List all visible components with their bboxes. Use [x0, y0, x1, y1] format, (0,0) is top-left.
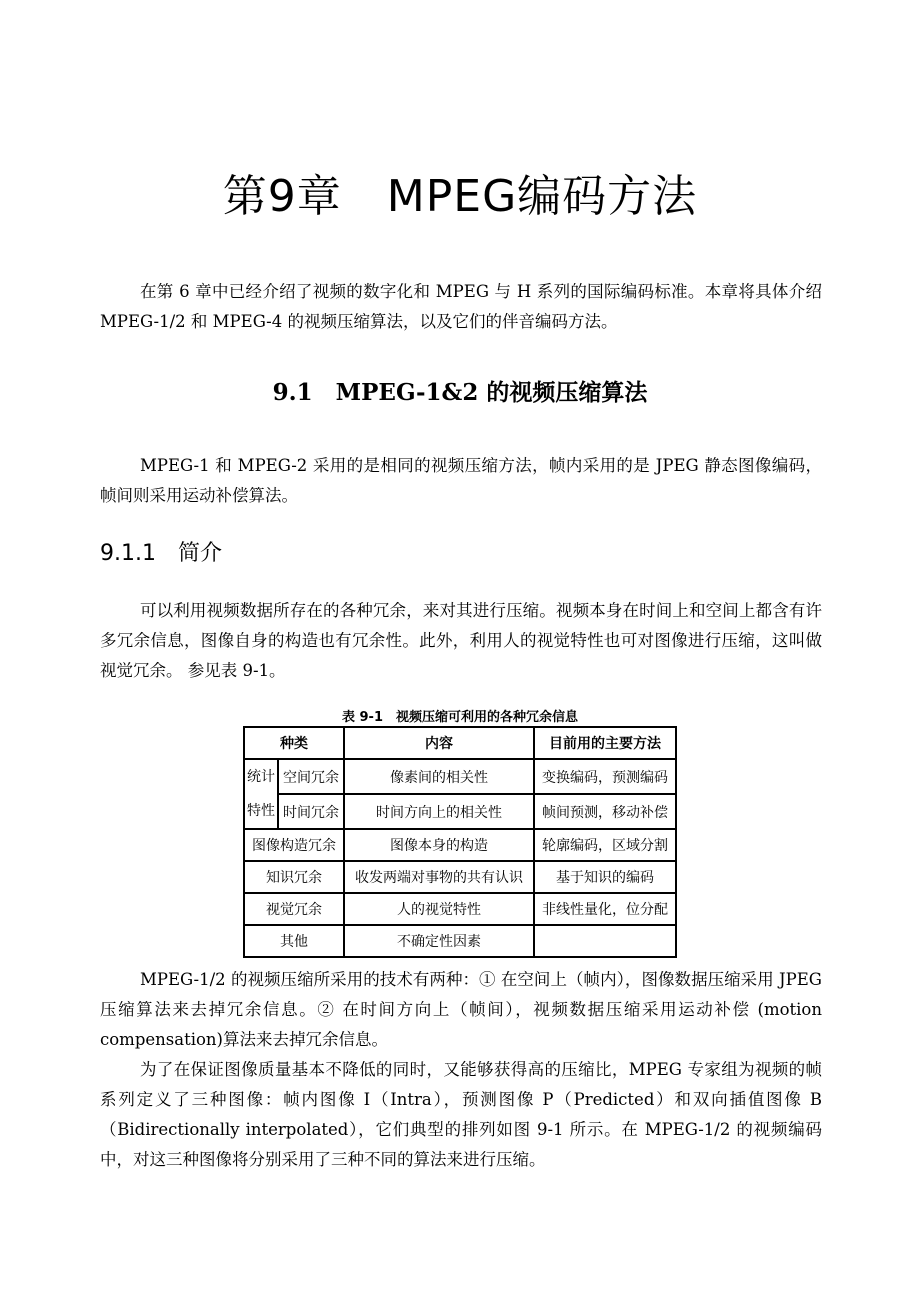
- row-type: 空间冗余: [278, 759, 344, 794]
- stat-group-label: [244, 759, 278, 829]
- header-method: 目前用的主要方法: [534, 727, 676, 759]
- row-content: 图像本身的构造: [344, 829, 534, 861]
- table-caption: 表 9-1 视频压缩可利用的各种冗余信息: [341, 710, 578, 725]
- row-method: 基于知识的编码: [534, 861, 676, 893]
- header-content: 内容: [344, 727, 534, 759]
- row-method: 非线性量化，位分配: [534, 893, 676, 925]
- table-row: [244, 925, 676, 957]
- row-content: 像素间的相关性: [344, 759, 534, 794]
- subsection-title: 9.1.1 简介: [100, 541, 222, 566]
- row-type: 其他: [244, 925, 344, 957]
- row-method: 帧间预测，移动补偿: [534, 794, 676, 829]
- row-content: 不确定性因素: [344, 925, 534, 957]
- row-method: 轮廓编码，区域分割: [534, 829, 676, 861]
- body-paragraph-frame-types: 为了在保证图像质量基本不降低的同时，又能够获得高的压缩比，MPEG 专家组为视频的帧系列定义了三种图像：帧内图像 I（Intra），预测图像 P（Predicted）和双向插值图像 B（Bidirectionally interpolated），它们典型的排列如图 9-1 所示。在 MPEG-1/2 的视频编码中，对这三种图像将分别采用了三种不同的算法来进行压缩。: [100, 1060, 822, 1169]
- row-type: 时间冗余: [278, 794, 344, 829]
- row-method: [534, 925, 676, 957]
- subsection-paragraph: 可以利用视频数据所存在的各种冗余，来对其进行压缩。视频本身在时间上和空间上都含有许多冗余信息，图像自身的构造也有冗余性。此外，利用人的视觉特性也可对图像进行压缩，这叫做视觉冗余。 参见表 9-1。: [100, 601, 822, 680]
- row-type: 知识冗余: [244, 861, 344, 893]
- row-type: 视觉冗余: [244, 893, 344, 925]
- row-method: 变换编码，预测编码: [534, 759, 676, 794]
- body-paragraph-techniques: MPEG-1/2 的视频压缩所采用的技术有两种：① 在空间上（帧内），图像数据压缩采用 JPEG 压缩算法来去掉冗余信息。② 在时间方向上（帧间），视频数据压缩采用运动补偿 (motion compensation)算法来去掉冗余信息。: [100, 970, 822, 1049]
- stat-label-line1: 统计: [247, 769, 275, 785]
- header-type: 种类: [244, 727, 344, 759]
- table-row: [244, 794, 676, 829]
- intro-paragraph: 在第 6 章中已经介绍了视频的数字化和 MPEG 与 H 系列的国际编码标准。本章将具体介绍 MPEG-1/2 和 MPEG-4 的视频压缩算法，以及它们的伴音编码方法。: [100, 282, 822, 331]
- row-content: 收发两端对事物的共有认识: [344, 861, 534, 893]
- table-row: [244, 759, 676, 794]
- table-row: [244, 861, 676, 893]
- stat-label-line2: 特性: [247, 803, 275, 819]
- chapter-title: 第9章 MPEG编码方法: [222, 171, 698, 222]
- redundancy-table: [243, 726, 677, 958]
- section-title: 9.1 MPEG-1&2 的视频压缩算法: [272, 379, 648, 406]
- section-paragraph: MPEG-1 和 MPEG-2 采用的是相同的视频压缩方法，帧内采用的是 JPEG 静态图像编码，帧间则采用运动补偿算法。: [100, 456, 822, 505]
- row-type: 图像构造冗余: [244, 829, 344, 861]
- table-row: [244, 829, 676, 861]
- table-header-row: [244, 727, 676, 759]
- row-content: 时间方向上的相关性: [344, 794, 534, 829]
- row-content: 人的视觉特性: [344, 893, 534, 925]
- table-row: [244, 893, 676, 925]
